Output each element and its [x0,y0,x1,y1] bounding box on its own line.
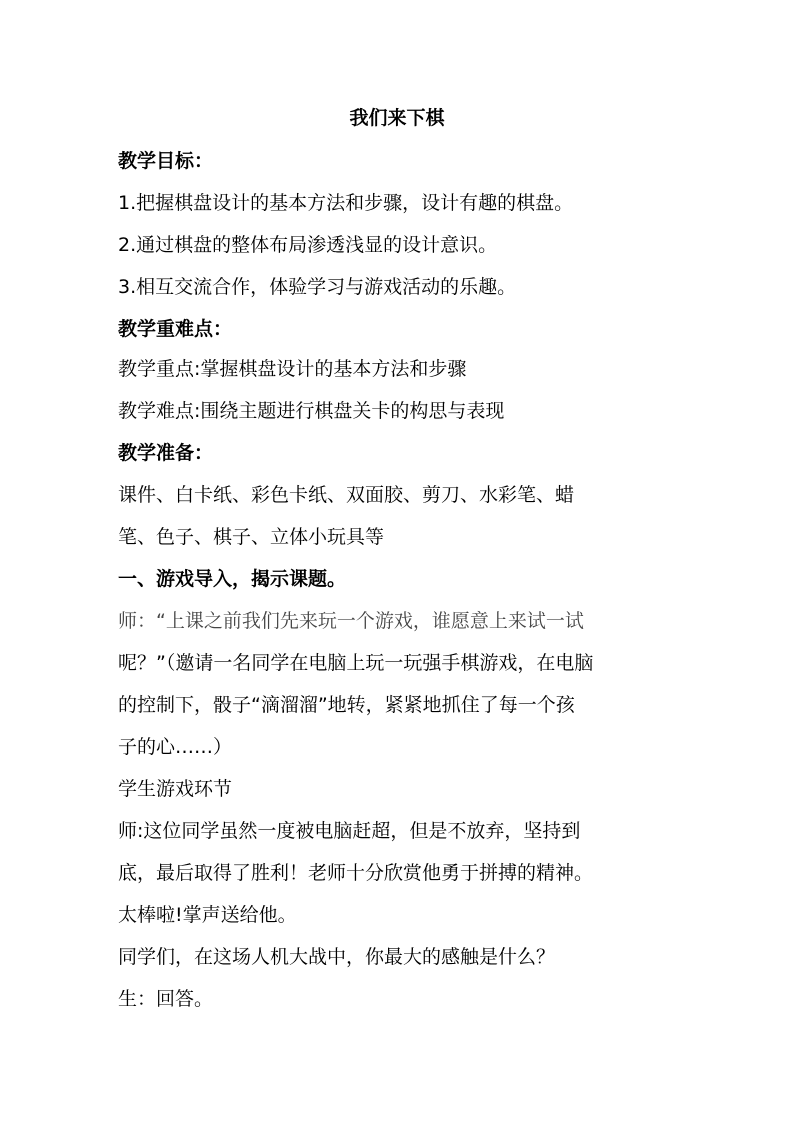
teacher-praise-line-2: 底，最后取得了胜利！老师十分欣赏他勇于拼搏的精神。 [118,862,594,884]
teacher-quote-line-3: 的控制下，骰子“滴溜溜”地转，紧紧地抓住了每一个孩 [118,694,575,716]
document-title: 我们来下棋 [349,107,445,129]
objective-item-3: 3.相互交流合作，体验学习与游戏活动的乐趣。 [118,276,517,298]
teacher-praise-line-3: 太棒啦!掌声送给他。 [118,904,297,926]
objectives-heading: 教学目标： [118,150,214,172]
teacher-quote-line-1: 师：“上课之前我们先来玩一个游戏，谁愿意上来试一试 [118,610,584,632]
objective-item-2: 2.通过棋盘的整体布局渗透浅显的设计意识。 [118,234,498,256]
student-answer-text: 生：回答。 [118,988,214,1010]
teacher-praise-line-1: 师:这位同学虽然一度被电脑赶超，但是不放弃，坚持到 [118,820,581,842]
preparation-line-1: 课件、白卡纸、彩色卡纸、双面胶、剪刀、水彩笔、蜡 [118,484,575,506]
question-text: 同学们，在这场人机大战中，你最大的感触是什么？ [118,946,556,968]
preparation-heading: 教学准备： [118,442,214,464]
keypoint-text: 教学重点:掌握棋盘设计的基本方法和步骤 [118,358,467,380]
section-1-heading: 一、游戏导入，揭示课题。 [118,568,347,590]
teacher-quote-line-2: 呢？”（邀请一名同学在电脑上玩一玩强手棋游戏，在电脑 [118,652,594,674]
teacher-quote-line-4: 子的心……） [118,736,233,758]
preparation-line-2: 笔、色子、棋子、立体小玩具等 [118,526,385,548]
difficulty-text: 教学难点:围绕主题进行棋盘关卡的构思与表现 [118,400,505,422]
student-game-text: 学生游戏环节 [118,778,233,800]
keypoints-heading: 教学重难点： [118,318,233,340]
objective-item-1: 1.把握棋盘设计的基本方法和步骤，设计有趣的棋盘。 [118,192,574,214]
